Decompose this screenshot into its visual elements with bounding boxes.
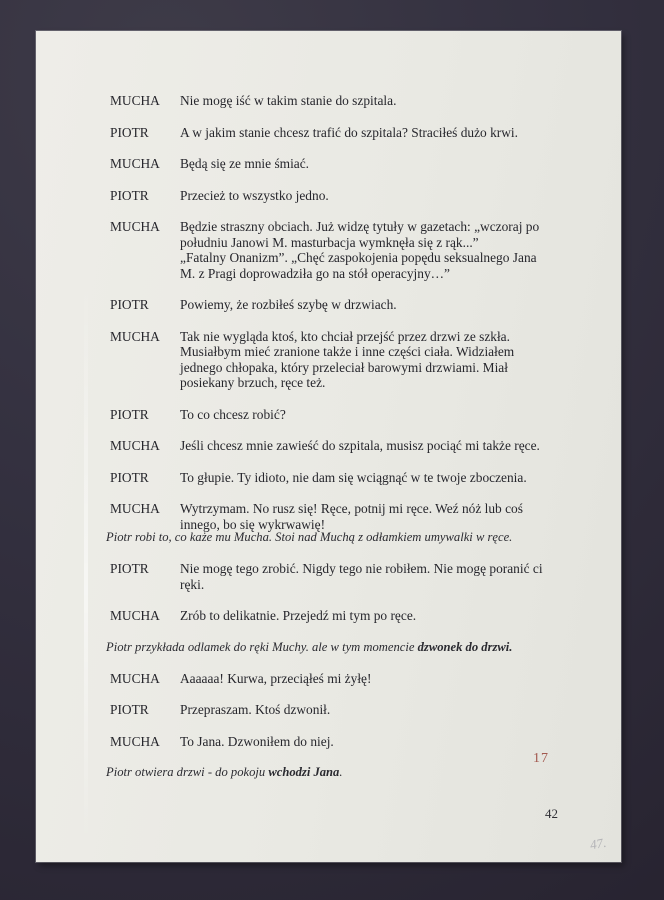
speaker-name: MUCHA (110, 670, 160, 686)
stage-direction (106, 530, 611, 545)
dialogue-line: Musiałbym mieć zranione także i inne części ciała. Widziałem (180, 344, 515, 359)
dialogue-cue (110, 702, 611, 718)
stage-direction-text: Piotr robi to, co każe mu Mucha. Stoi nad Muchą z odłamkiem umywalki w ręce. (106, 530, 513, 544)
speaker-name: PIOTR (110, 702, 149, 717)
dialogue-line: Nie mogę iść w takim stanie do szpitala. (180, 93, 397, 108)
speaker-name: MUCHA (110, 608, 160, 623)
pencil-mark: 47. (588, 834, 608, 853)
dialogue-line: To co chcesz robić? (180, 406, 286, 422)
speaker-name: MUCHA (110, 328, 160, 344)
dialogue-lines (180, 93, 611, 109)
dialogue-cue (110, 470, 611, 486)
dialogue-line: innego, bo się wykrwawię! (180, 516, 326, 532)
dialogue-line: Przecież to wszystko jedno. (180, 187, 329, 203)
dialogue-cue (110, 297, 611, 313)
dialogue-cue (110, 329, 611, 391)
dialogue-line: Przepraszam. Ktoś dzwonił. (180, 702, 331, 717)
dialogue-lines (180, 608, 611, 624)
script-content (36, 31, 621, 796)
dialogue-line: Będzie straszny obciach. Już widzę tytuły w gazetach: „wczoraj po (180, 219, 540, 234)
dialogue-cue (110, 219, 611, 281)
dialogue-lines (180, 501, 611, 532)
speaker-name: PIOTR (110, 187, 149, 203)
dialogue-cue (110, 501, 611, 532)
speaker-name: MUCHA (110, 219, 160, 234)
dialogue-line: Wytrzymam. No rusz się! Ręce, potnij mi ręce. Weź nóż lub coś (180, 501, 523, 516)
dialogue-line: „Fatalny Onanizm”. „Chęć zaspokojenia popędu seksualnego Jana (180, 250, 537, 265)
dialogue-line: Powiemy, że rozbiłeś szybę w drzwiach. (180, 297, 397, 312)
speaker-name: PIOTR (110, 297, 149, 312)
stage-direction (106, 765, 611, 780)
stage-direction-text: Piotr otwiera drzwi - do pokoju (106, 765, 269, 779)
dialogue-line: Jeśli chcesz mnie zawieść do szpitala, musisz pociąć mi także ręce. (180, 438, 540, 453)
speaker-name: MUCHA (110, 733, 160, 749)
dialogue-lines (180, 329, 611, 391)
dialogue-cue (110, 608, 611, 624)
stage-direction-suffix: . (339, 765, 343, 779)
script-page (36, 31, 621, 862)
page-number: 42 (545, 806, 558, 821)
dialogue-lines (180, 671, 611, 687)
dialogue-line: To Jana. Dzwoniłem do niej. (180, 733, 334, 749)
dialogue-lines (180, 470, 611, 486)
dialogue-lines (180, 438, 611, 454)
dialogue-cue (110, 93, 611, 109)
dialogue-lines (180, 561, 611, 592)
dialogue-line: ręki. (180, 576, 205, 592)
dialogue-line: Aaaaaa! Kurwa, przeciąłeś mi żyłę! (180, 670, 372, 686)
dialogue-line: Będą się ze mnie śmiać. (180, 156, 310, 171)
dialogue-lines (180, 407, 611, 423)
dialogue-line: A w jakim stanie chcesz trafić do szpitala? Straciłeś dużo krwi. (180, 124, 518, 140)
dialogue-line: Tak nie wygląda ktoś, kto chciał przejść przez drzwi ze szkła. (180, 328, 510, 344)
speaker-name: PIOTR (110, 124, 149, 140)
dialogue-cue (110, 734, 611, 750)
dialogue-line: jednego chłopaka, który przeleciał barowymi drzwiami. Miał (180, 359, 508, 375)
speaker-name: PIOTR (110, 469, 149, 485)
speaker-name: PIOTR (110, 561, 149, 576)
dialogue-lines (180, 219, 611, 281)
dialogue-lines (180, 188, 611, 204)
dialogue-line: M. z Pragi doprowadziła go na stół operacyjny…” (180, 265, 450, 281)
dialogue-cue (110, 407, 611, 423)
dialogue-lines (180, 734, 611, 750)
stage-direction-bold: dzwonek do drzwi. (417, 639, 513, 654)
dialogue-line: To głupie. Ty idioto, nie dam się wciągnąć w te twoje zboczenia. (180, 469, 527, 485)
dialogue-cue (110, 156, 611, 172)
dialogue-lines (180, 297, 611, 313)
dialogue-cue (110, 125, 611, 141)
dialogue-line: posiekany brzuch, ręce też. (180, 375, 326, 390)
dialogue-lines (180, 156, 611, 172)
dialogue-lines (180, 125, 611, 141)
speaker-name: MUCHA (110, 93, 160, 108)
dialogue-cue (110, 188, 611, 204)
dialogue-line: Nie mogę tego zrobić. Nigdy tego nie robiłem. Nie mogę poranić ci (180, 561, 543, 576)
red-scene-number: 17 (533, 751, 549, 766)
dialogue-line: południu Janowi M. masturbacja wymknęła się z rąk...” (180, 234, 479, 250)
stage-direction-bold: wchodzi Jana (268, 765, 340, 779)
dialogue-cue (110, 438, 611, 454)
dialogue-cue (110, 671, 611, 687)
speaker-name: MUCHA (110, 501, 160, 516)
speaker-name: PIOTR (110, 406, 149, 422)
dialogue-lines (180, 702, 611, 718)
dialogue-cue (110, 561, 611, 592)
speaker-name: MUCHA (110, 438, 160, 453)
stage-direction (106, 640, 611, 655)
stage-direction-text: Piotr przykłada odlamek do ręki Muchy. ale w tym momencie (106, 639, 418, 654)
speaker-name: MUCHA (110, 156, 160, 171)
dialogue-line: Zrób to delikatnie. Przejedź mi tym po ręce. (180, 608, 417, 623)
